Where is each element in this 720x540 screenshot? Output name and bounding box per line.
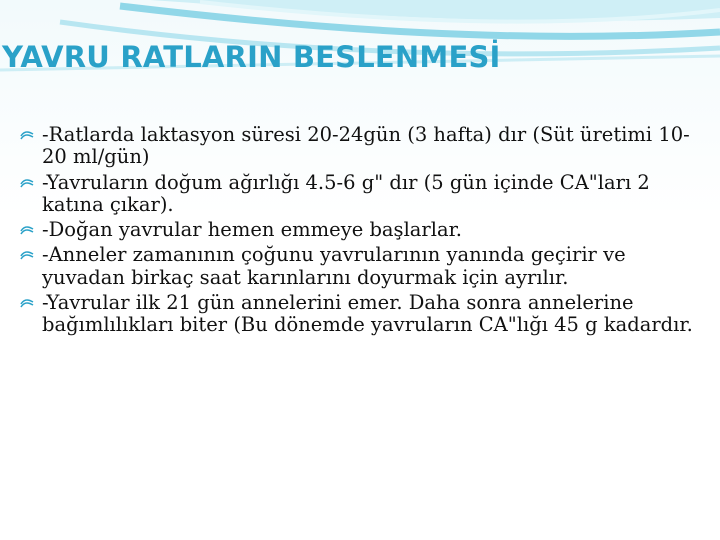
bullet-item (20, 124, 700, 169)
bullet-item (20, 292, 700, 337)
wave-bullet-icon (20, 225, 34, 235)
bullet-item (20, 172, 700, 217)
slide-title: YAVRU RATLARIN BESLENMESİ (2, 40, 501, 74)
bullet-text: -Doğan yavrular hemen emmeye başlarlar. (42, 218, 462, 242)
wave-bullet-icon (20, 250, 34, 260)
bullet-item (20, 244, 700, 289)
bullet-item (20, 219, 700, 241)
wave-bullet-icon (20, 178, 34, 188)
bullet-text: -Yavrular ilk 21 gün annelerini emer. Daha sonra annelerine bağımlılıkları biter (Bu dönemde yavruların CA"lığı 45 g kadardır. (42, 291, 693, 337)
wave-bullet-icon (20, 298, 34, 308)
bullet-text: -Ratlarda laktasyon süresi 20-24gün (3 hafta) dır (Süt üretimi 10-20 ml/gün) (42, 123, 690, 169)
bullet-list (20, 124, 700, 340)
bullet-text: -Anneler zamanının çoğunu yavrularının yanında geçirir ve yuvadan birkaç saat karınlarını doyurmak için ayrılır. (42, 243, 626, 289)
wave-bullet-icon (20, 130, 34, 140)
bullet-text: -Yavruların doğum ağırlığı 4.5-6 g" dır (5 gün içinde CA"ları 2 katına çıkar). (42, 170, 650, 216)
